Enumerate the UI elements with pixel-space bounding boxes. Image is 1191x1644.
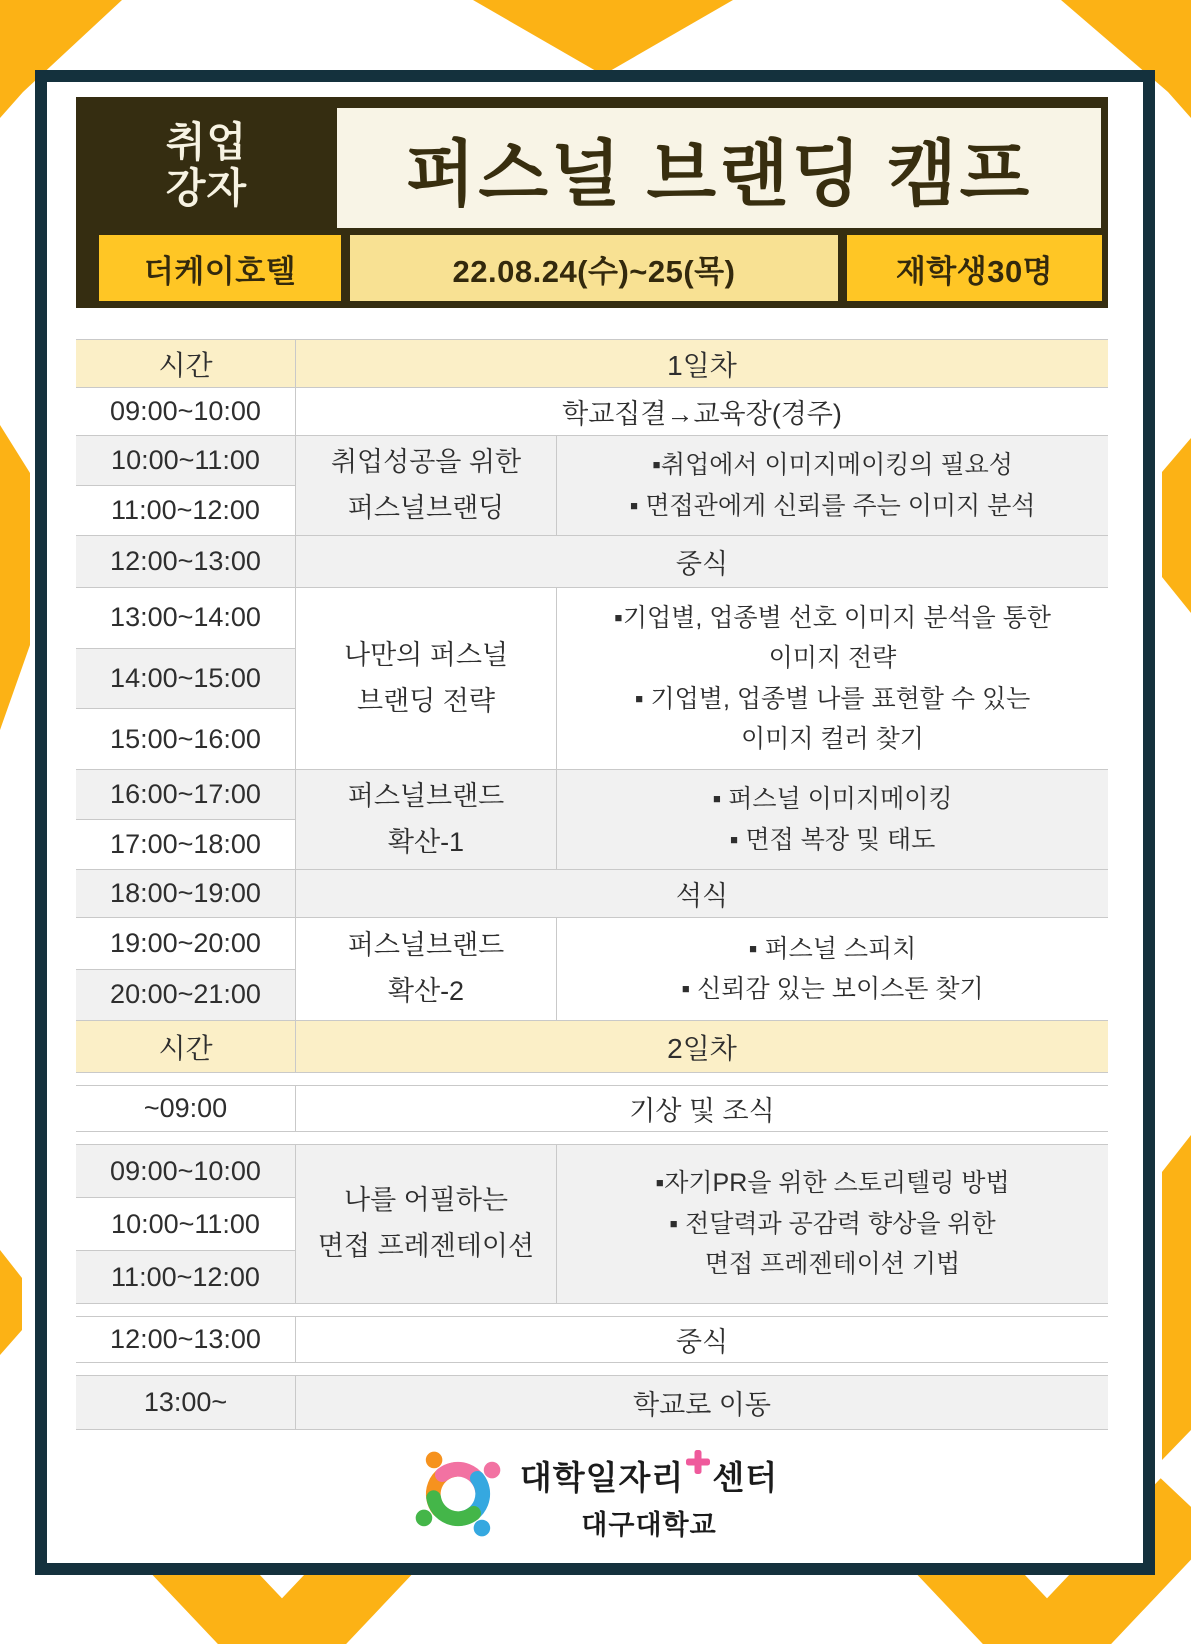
title-box — [337, 108, 1101, 228]
time-cell: 19:00~20:00 — [76, 918, 295, 970]
poster-header — [76, 97, 1108, 308]
poster-title: 퍼스널 브랜딩 캠프 — [405, 135, 1033, 215]
event-cell: 중식 — [295, 536, 1108, 587]
time-cell: 10:00~11:00 — [76, 436, 295, 486]
event-cell: 학교집결→교육장(경주) — [295, 388, 1108, 435]
time-cell: 12:00~13:00 — [110, 1324, 261, 1354]
content-line: ▪ 전달력과 공감력 향상을 위한 — [669, 1209, 996, 1238]
time-cell: 10:00~11:00 — [76, 1198, 295, 1251]
time-cell: ~09:00 — [143, 1093, 228, 1123]
topic-cell — [295, 918, 557, 1020]
content-line: ▪ 면접 복장 및 태도 — [729, 825, 936, 854]
date-box: 22.08.24(수)~25(목) — [350, 235, 838, 301]
footer-logo — [47, 1448, 1143, 1545]
topic-line: 퍼스널브랜딩 — [347, 492, 505, 523]
day2-label-header: 2일차 — [295, 1021, 1108, 1072]
day1-header-row — [76, 339, 1108, 388]
day1-section — [76, 339, 1108, 1073]
content-cell — [557, 436, 1108, 535]
content-line: 이미지 컬러 찾기 — [741, 725, 924, 753]
topic-cell — [295, 770, 557, 869]
topic-line: 퍼스널브랜드 — [347, 930, 505, 961]
topic-cell — [295, 588, 557, 769]
topic-line: 면접 프레젠테이션 — [317, 1231, 535, 1261]
time-cell: 11:00~12:00 — [111, 495, 260, 525]
content-cell — [557, 588, 1108, 769]
event-cell: 중식 — [295, 1317, 1108, 1362]
venue-box: 더케이호텔 — [99, 235, 341, 301]
day2-header-row — [76, 1021, 1108, 1073]
time-cell: 16:00~17:00 — [76, 770, 295, 820]
table-group-row — [76, 1144, 1108, 1304]
content-line: 면접 프레젠테이션 기법 — [704, 1250, 961, 1279]
header-title-row — [76, 97, 1108, 235]
topic-line: 나만의 퍼스널 — [344, 639, 508, 670]
content-line: ▪ 기업별, 업종별 나를 표현할 수 있는 — [634, 684, 1031, 713]
content-line: ▪ 퍼스널 스피치 — [748, 934, 917, 963]
table-row — [76, 1085, 1108, 1132]
time-cell: 18:00~19:00 — [76, 870, 295, 917]
content-line: ▪ 면접관에게 신뢰를 주는 이미지 분석 — [629, 491, 1036, 520]
table-row — [76, 1316, 1108, 1363]
event-cell: 석식 — [295, 870, 1108, 917]
time-cell: 17:00~18:00 — [110, 829, 261, 859]
university-job-center-logo-icon — [412, 1448, 504, 1545]
content-line: ▪ 신뢰감 있는 보이스톤 찾기 — [681, 975, 984, 1003]
content-cell — [557, 1145, 1108, 1303]
org-name-pre: 대학일자리 — [519, 1458, 685, 1496]
poster-card — [35, 70, 1155, 1575]
topic-cell — [295, 436, 557, 535]
content-line: ▪ 퍼스널 이미지메이킹 — [712, 785, 953, 813]
plus-icon — [686, 1444, 710, 1482]
header-info-row — [76, 235, 1108, 308]
topic-line: 나를 어필하는 — [344, 1185, 508, 1216]
org-name — [520, 1452, 778, 1499]
topic-line: 확산-1 — [387, 826, 465, 857]
topic-cell — [295, 1145, 557, 1303]
university-name: 대구대학교 — [581, 1509, 717, 1540]
table-group-row — [76, 770, 1108, 870]
time-cell: 14:00~15:00 — [76, 649, 295, 710]
topic-line: 퍼스널브랜드 — [347, 780, 505, 811]
day1-time-header: 시간 — [158, 349, 213, 381]
content-line: ▪자기PR을 위한 스토리텔링 방법 — [655, 1169, 1010, 1198]
content-line: ▪취업에서 이미지메이킹의 필요성 — [652, 451, 1013, 479]
event-cell: 학교로 이동 — [295, 1376, 1108, 1429]
event-cell: 기상 및 조식 — [295, 1086, 1108, 1131]
time-cell: 12:00~13:00 — [76, 536, 295, 587]
topic-line: 취업성공을 위한 — [330, 446, 522, 477]
logo-text-block — [520, 1452, 778, 1542]
content-cell — [557, 918, 1108, 1020]
table-row — [76, 536, 1108, 588]
day2-section — [76, 1085, 1108, 1430]
table-group-row — [76, 918, 1108, 1021]
time-cell: 15:00~16:00 — [110, 723, 261, 754]
day1-label-header: 1일차 — [295, 340, 1108, 387]
content-line: ▪기업별, 업종별 선호 이미지 분석을 통한 — [614, 603, 1051, 632]
job-strong-badge — [76, 97, 337, 235]
table-row — [76, 388, 1108, 436]
time-cell: 13:00~14:00 — [76, 588, 295, 649]
time-cell: 11:00~12:00 — [76, 1251, 295, 1303]
badge-line2: 강자 — [165, 165, 248, 211]
day2-time-header: 시간 — [158, 1032, 213, 1064]
time-cell: 13:00~ — [76, 1376, 295, 1429]
schedule-table — [76, 339, 1108, 1430]
time-cell: 20:00~21:00 — [76, 970, 295, 1021]
time-cell: 09:00~10:00 — [76, 1145, 295, 1198]
capacity-box: 재학생30명 — [847, 235, 1102, 301]
table-group-row — [76, 436, 1108, 536]
table-row — [76, 1375, 1108, 1430]
content-cell — [557, 770, 1108, 869]
table-row — [76, 870, 1108, 918]
org-name-post: 센터 — [712, 1458, 779, 1496]
topic-line: 확산-2 — [387, 976, 465, 1006]
time-cell: 09:00~10:00 — [110, 396, 261, 426]
table-group-row — [76, 588, 1108, 770]
badge-line1: 취업 — [165, 119, 248, 166]
topic-line: 브랜딩 전략 — [357, 685, 495, 716]
content-line: 이미지 전략 — [768, 644, 897, 672]
